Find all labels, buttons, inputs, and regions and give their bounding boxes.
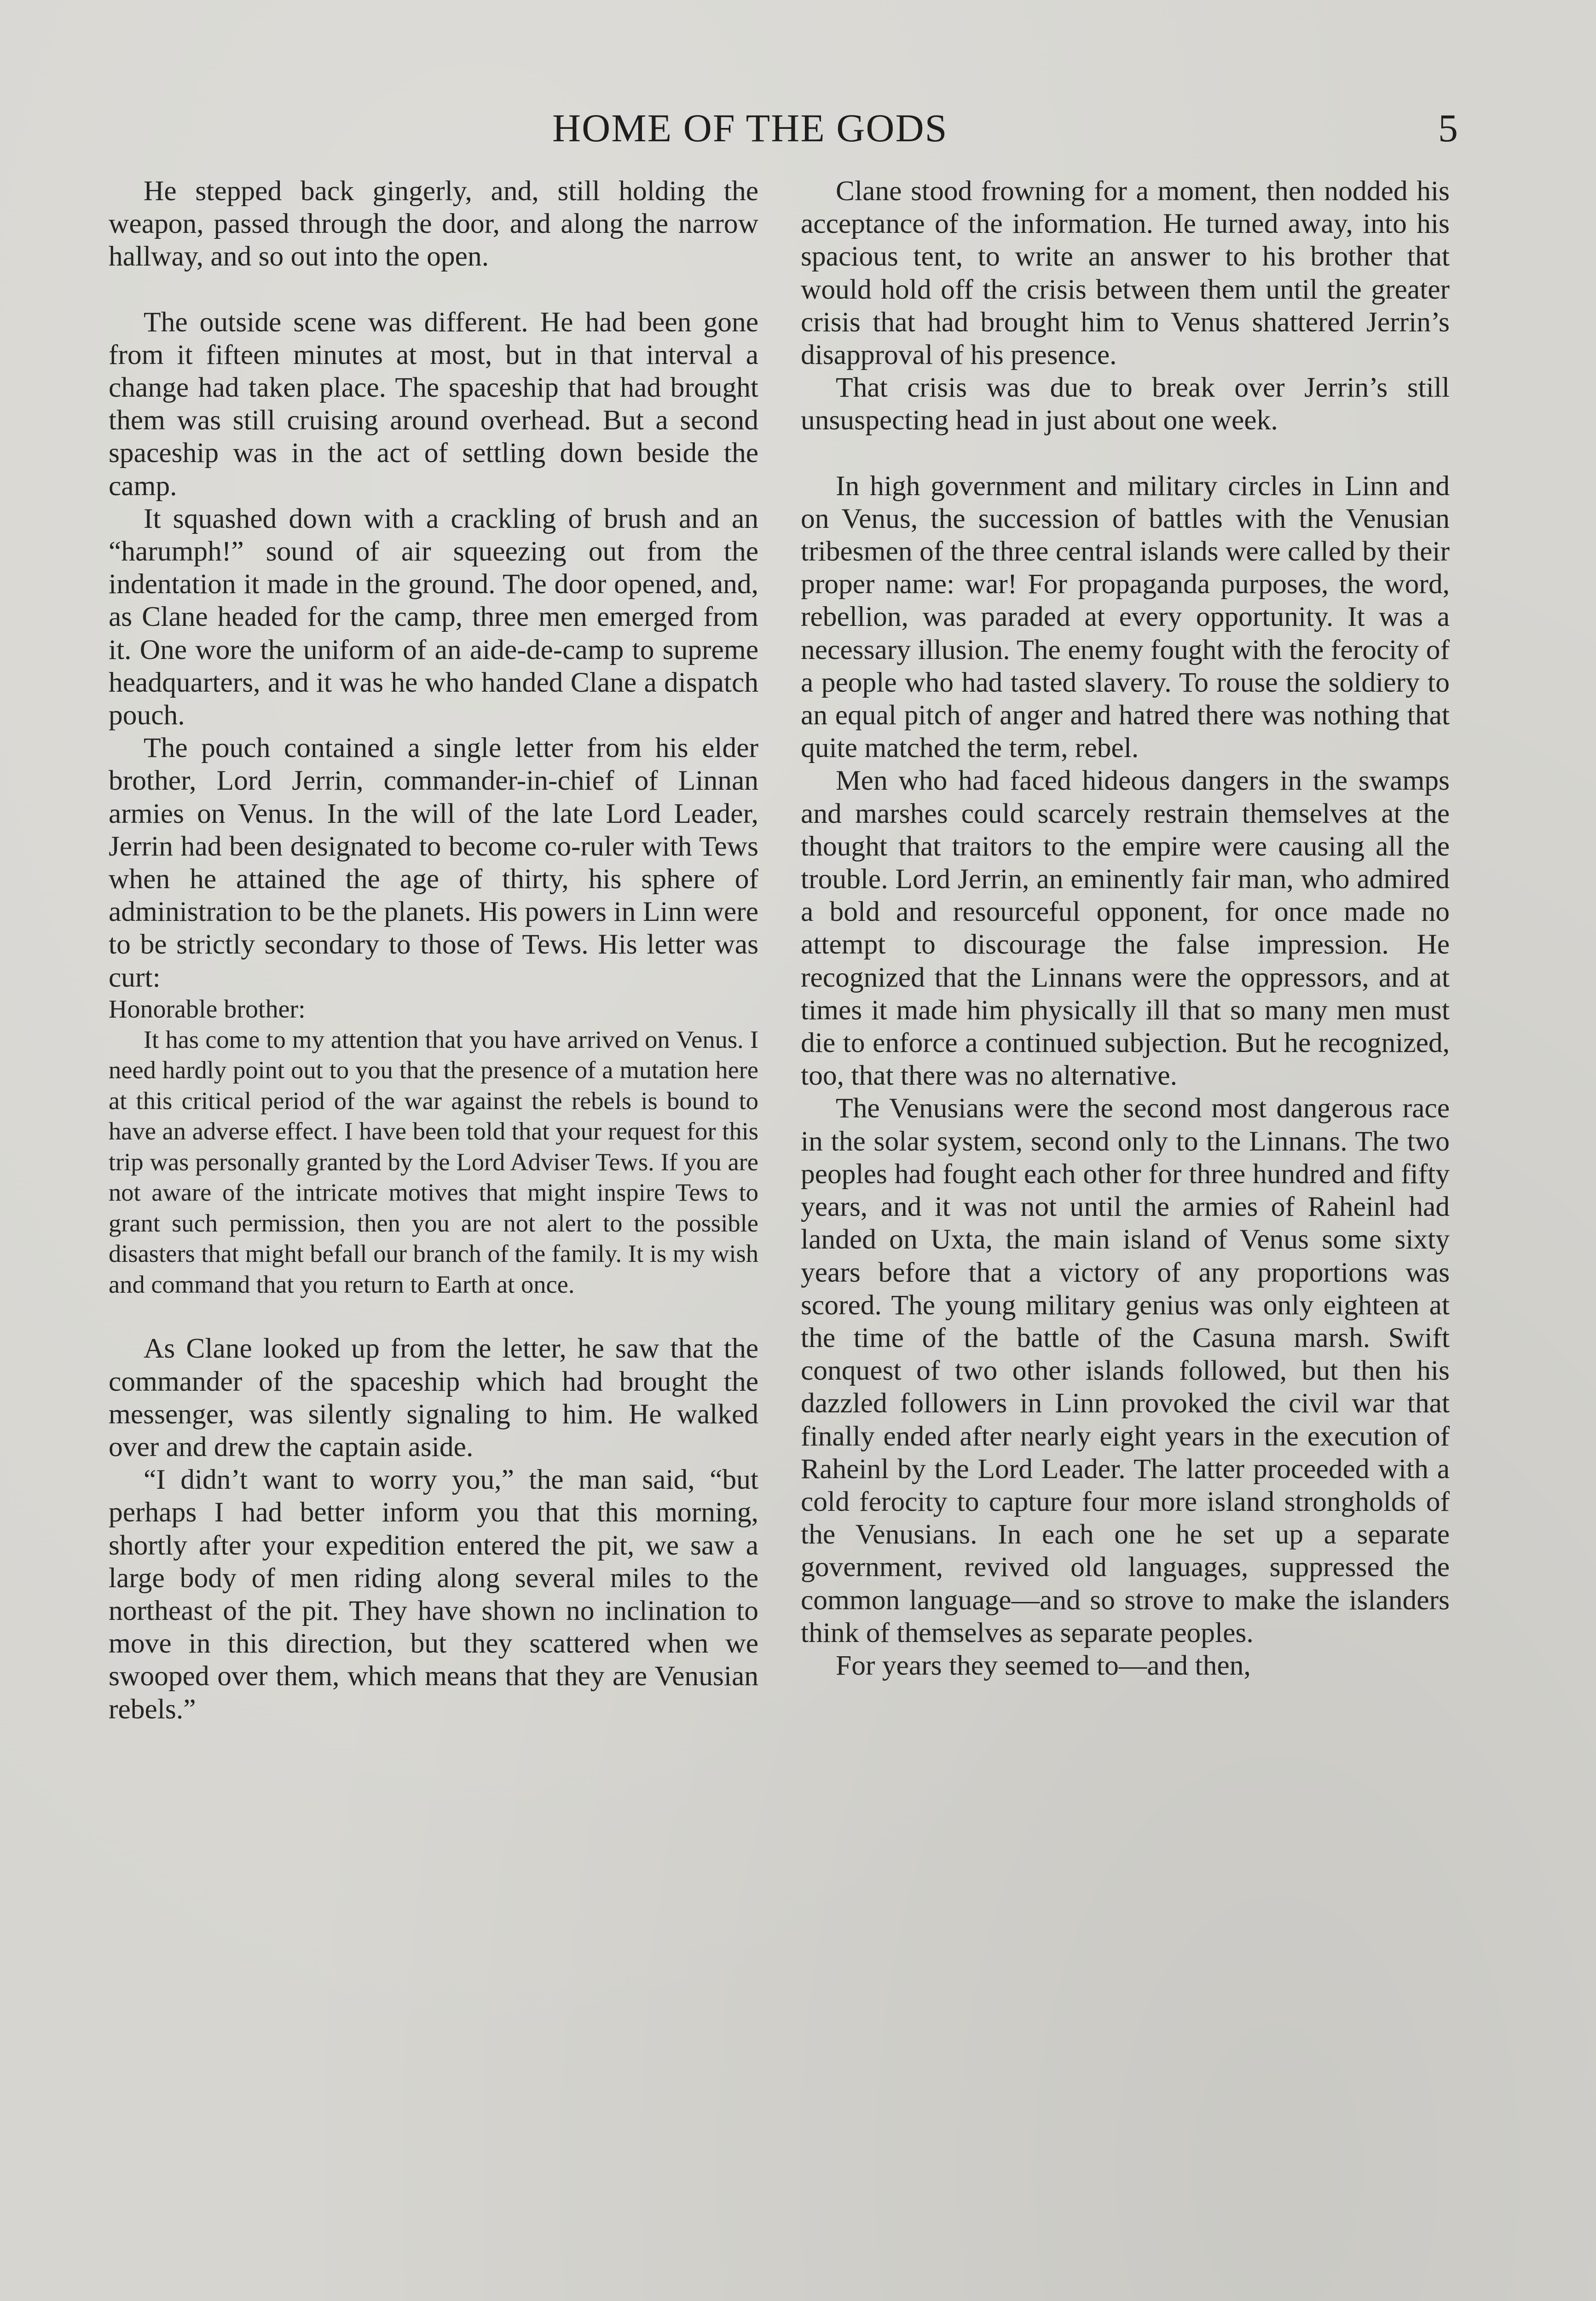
right-paragraph-1: Clane stood frowning for a moment, then nodded his acceptance of the information. He turned away, into his spacious tent, to write an answer to his brother that would hold off the crisis between them until the greater crisis that had brought him to Venus shattered Jerrin’s disapproval of his presence.: [801, 175, 1450, 371]
left-paragraph-1: He stepped back gingerly, and, still holding the weapon, passed through the door, and along the narrow hallway, and so out into the open.: [109, 175, 758, 272]
left-paragraph-5: As Clane looked up from the letter, he saw that the commander of the spaceship which had brought the messenger, was silently signaling to him. He walked over and drew the captain aside.: [109, 1333, 758, 1463]
right-paragraph-5: The Venusians were the second most dangerous race in the solar system, second only to the Linnans. The two peoples had fought each other for three hundred and fifty years, and it was not until the armies of Raheinl had landed on Uxta, the main island of Venus some sixty years before that a victory of any proportions was scored. The young military genius was only eighteen at the time of the battle of the Casuna marsh. Swift conquest of two other islands followed, but then his dazzled followers in Linn provoked the civil war that finally ended after nearly eight years in the execution of Raheinl by the Lord Leader. The latter proceeded with a cold ferocity to capture four more island strongholds of the Venusians. In each one he set up a separate government, revived old languages, suppressed the common language—and so strove to make the islanders think of themselves as separate peoples.: [801, 1093, 1450, 1648]
page-header: [0, 105, 1596, 160]
left-paragraph-6: “I didn’t want to worry you,” the man said, “but perhaps I had better inform you that this morning, shortly after your expedition entered the pit, we saw a large body of men riding along several miles to the northeast of the pit. They have shown no inclination to move in this direction, but they scattered when we swooped over them, which means that they are Venusian rebels.”: [109, 1464, 758, 1725]
right-paragraph-2: That crisis was due to break over Jerrin’s still unsuspecting head in just about one week.: [801, 372, 1450, 436]
letter-body: It has come to my attention that you have arrived on Venus. I need hardly point out to you that the presence of a mutation here at this critical period of the war against the rebels is bound to have an adverse effect. I have been told that your request for this trip was personally granted by the Lord Adviser Tews. If you are not aware of the intricate motives that might inspire Tews to grant such permission, then you are not alert to the possible disasters that might befall our branch of the family. It is my wish and command that you return to Earth at once.: [109, 1025, 758, 1298]
page-number: 5: [1438, 106, 1458, 150]
left-column: [109, 175, 758, 1726]
left-paragraph-3: It squashed down with a crackling of brush and an “harumph!” sound of air squeezing out from the indentation it made in the ground. The door opened, and, as Clane headed for the camp, three men emerged from it. One wore the uniform of an aide-de-camp to supreme headquarters, and it was he who handed Clane a dispatch pouch.: [109, 503, 758, 731]
running-head: HOME OF THE GODS: [552, 106, 948, 150]
right-paragraph-3: In high government and military circles in Linn and on Venus, the succession of battles with the Venusian tribesmen of the three central islands were called by their proper name: war! For propaganda purposes, the word, rebellion, was paraded at every opportunity. It was a necessary illusion. The enemy fought with the ferocity of a people who had tasted slavery. To rouse the soldiery to an equal pitch of anger and hatred there was nothing that quite matched the term, rebel.: [801, 470, 1450, 764]
right-column: [801, 175, 1450, 1682]
left-paragraph-4: The pouch contained a single letter from his elder brother, Lord Jerrin, commander-in-chief of Linnan armies on Venus. In the will of the late Lord Leader, Jerrin had been designated to become co-ruler with Tews when he attained the age of thirty, his sphere of administration to be the planets. His powers in Linn were to be strictly secondary to those of Tews. His letter was curt:: [109, 732, 758, 993]
left-paragraph-2: The outside scene was different. He had been gone from it fifteen minutes at most, but in that interval a change had taken place. The spaceship that had brought them was still cruising around overhead. But a second spaceship was in the act of settling down beside the camp.: [109, 306, 758, 502]
letter-salutation: Honorable brother:: [109, 994, 306, 1023]
right-paragraph-6: For years they seemed to—and then,: [836, 1649, 1251, 1681]
right-paragraph-4: Men who had faced hideous dangers in the swamps and marshes could scarcely restrain themselves at the thought that traitors to the empire were causing all the trouble. Lord Jerrin, an eminently fair man, who admired a bold and resourceful opponent, for once made no attempt to discourage the false impression. He recognized that the Linnans were the oppressors, and at times it made him physically ill that so many men must die to enforce a continued subjection. But he recognized, too, that there was no alternative.: [801, 765, 1450, 1092]
